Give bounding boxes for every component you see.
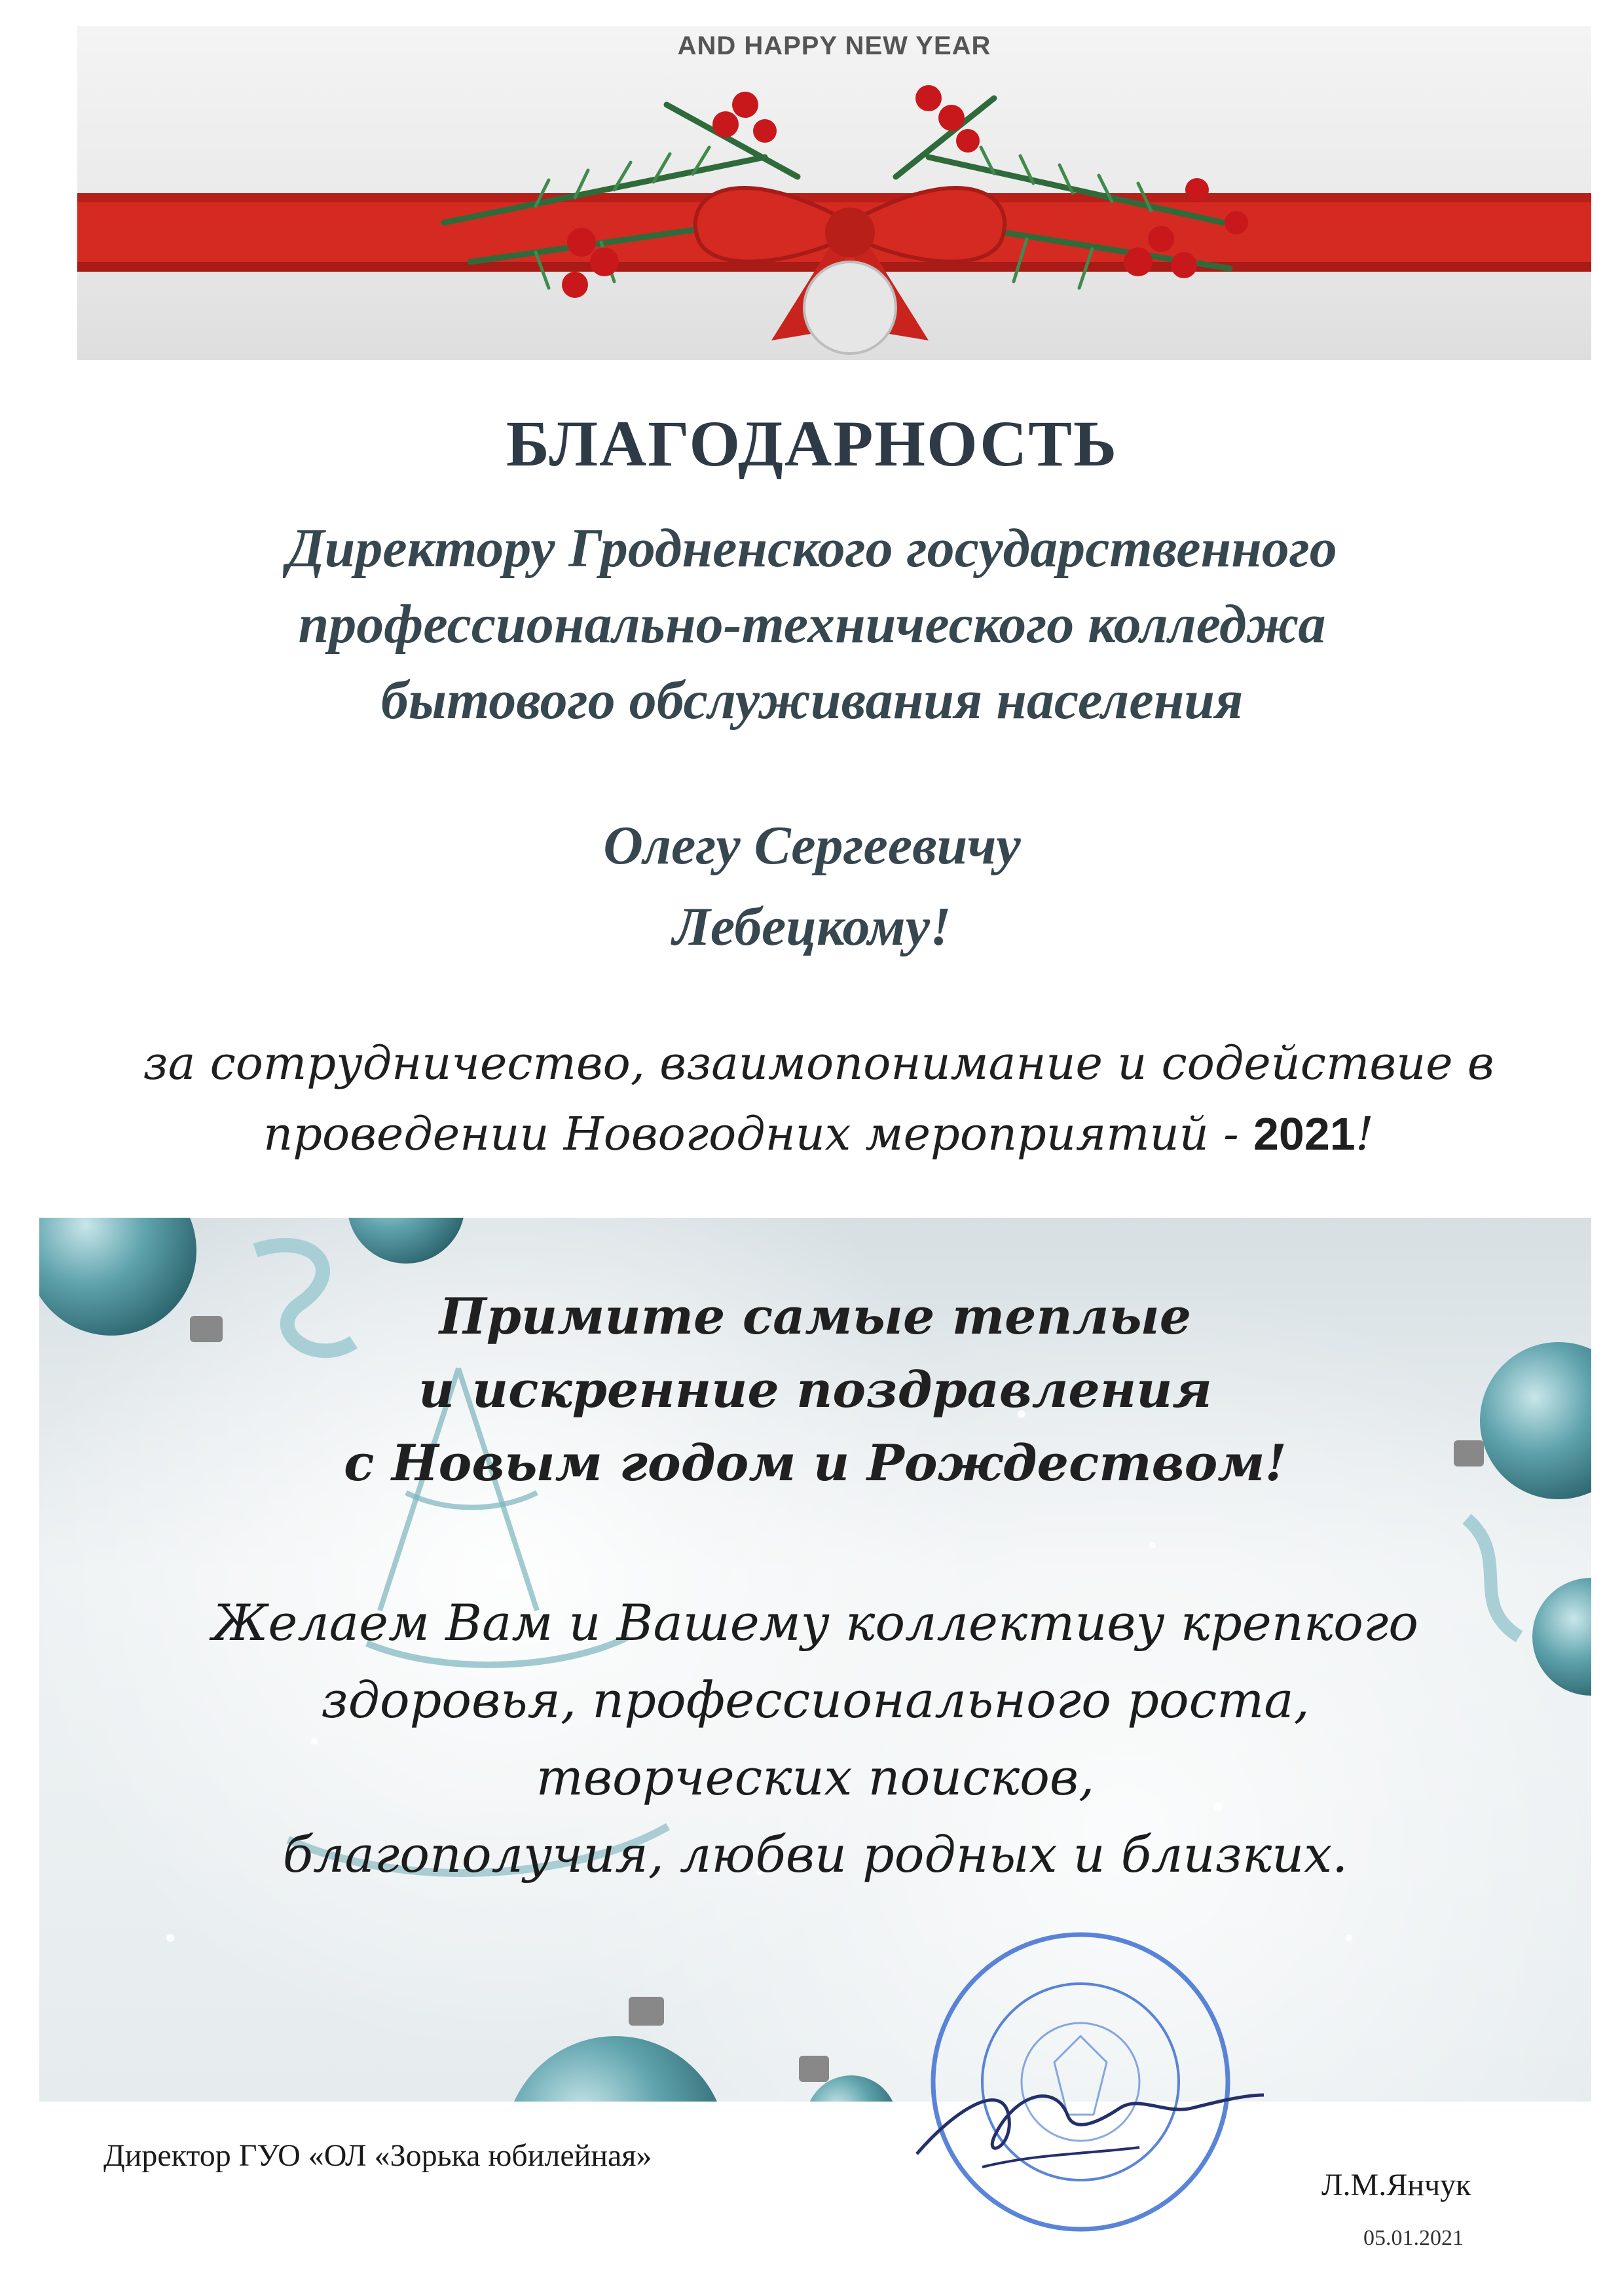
- wish-line: здоровья, профессионального роста,: [321, 1671, 1310, 1729]
- greeting-block: [39, 1280, 1591, 1500]
- reason-text: [65, 1028, 1572, 1169]
- reason-line-prefix: проведении Новогодних мероприятий -: [263, 1107, 1253, 1161]
- recipient-first-name: Олегу Сергеевичу: [603, 815, 1021, 876]
- document-title: БЛАГОДАРНОСТЬ: [506, 407, 1118, 480]
- reason-line: [65, 1099, 1572, 1169]
- wish-line: Желаем Вам и Вашему коллективу крепкого: [212, 1594, 1419, 1652]
- reason-line-suffix: !: [1355, 1107, 1374, 1161]
- recipient-line: Директору Гродненского государственного: [287, 518, 1337, 579]
- signatory-name: Л.М.Янчук: [1321, 2168, 1471, 2202]
- wishes-block: [39, 1584, 1591, 1893]
- banner-caption: AND HAPPY NEW YEAR: [677, 31, 991, 60]
- christmas-banner: [77, 26, 1591, 360]
- snowy-greeting-card: [39, 1218, 1591, 2102]
- reason-year: 2021: [1253, 1108, 1356, 1159]
- ribbon-wreath-illustration: [77, 26, 1591, 360]
- reason-line: за сотрудничество, взаимопонимание и содействие в: [143, 1036, 1494, 1090]
- wish-line: творческих поисков,: [536, 1748, 1095, 1806]
- greeting-line: и искренние поздравления: [418, 1360, 1212, 1419]
- recipient-line: бытового обслуживания населения: [380, 670, 1244, 731]
- handwritten-signature: [904, 2056, 1270, 2180]
- recipient-last-name: Лебецкому!: [673, 896, 951, 957]
- greeting-line: с Новым годом и Рождеством!: [344, 1434, 1287, 1492]
- document-date: 05.01.2021: [1363, 2226, 1464, 2250]
- recipient-line: профессионально-технического колледжа: [298, 594, 1326, 655]
- signatory-position: Директор ГУО «ОЛ «Зорька юбилейная»: [103, 2138, 652, 2173]
- greeting-line: Примите самые теплые: [439, 1287, 1192, 1345]
- recipient-block: [92, 511, 1532, 738]
- wish-line: благополучия, любви родных и близких.: [282, 1825, 1348, 1884]
- recipient-name: [0, 805, 1624, 968]
